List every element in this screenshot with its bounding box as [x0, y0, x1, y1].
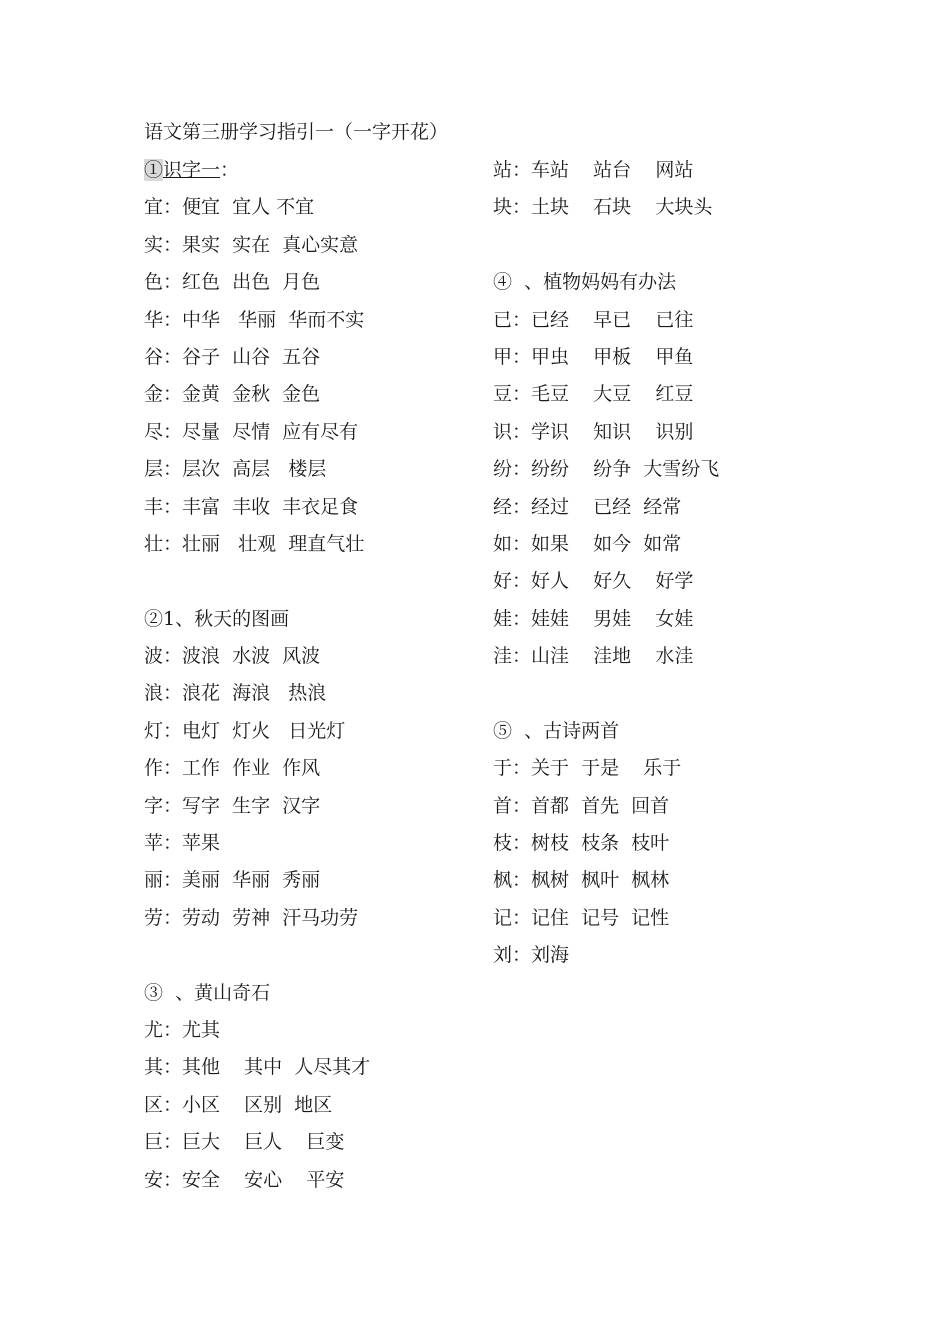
- vocab-line: 丽：美丽 华丽 秀丽: [144, 869, 321, 892]
- vocab-line: 块：土块 石块 大块头: [493, 196, 713, 219]
- vocab-line: 波：波浪 水波 风波: [144, 645, 321, 668]
- vocab-line: 字：写字 生字 汉字: [144, 794, 321, 817]
- vocab-line: 灯：电灯 灯火 日光灯: [144, 719, 346, 742]
- vocab-line: 洼：山洼 洼地 水洼: [493, 645, 694, 668]
- vocab-line: 其：其他 其中 人尽其才: [144, 1056, 371, 1079]
- vocab-line: 好：好人 好久 好学: [493, 570, 694, 593]
- vocab-line: 巨：巨大 巨人 巨变: [144, 1131, 345, 1154]
- vocab-line: 枫：枫树 枫叶 枫林: [493, 869, 670, 892]
- blank-line: [493, 230, 833, 267]
- vocab-line: 尤：尤其: [144, 1018, 221, 1041]
- section-heading-4: ④ 、植物妈妈有办法: [493, 271, 677, 294]
- vocab-line: 甲：甲虫 甲板 甲鱼: [493, 345, 694, 368]
- section-heading-2: ②1、秋天的图画: [144, 607, 290, 630]
- vocab-line: 作：工作 作业 作风: [144, 757, 321, 780]
- vocab-line: 华：中华 华丽 华而不实: [144, 308, 365, 331]
- vocab-line: 经：经过 已经 经常: [493, 495, 682, 518]
- vocab-line: 实：果实 实在 真心实意: [144, 233, 359, 256]
- vocab-line: 安：安全 安心 平安: [144, 1168, 345, 1191]
- vocab-line: 刘：刘海: [493, 944, 570, 967]
- vocab-line: 金：金黄 金秋 金色: [144, 383, 321, 406]
- vocab-line: 于：关于 于是 乐于: [493, 757, 682, 780]
- vocab-line: 站：车站 站台 网站: [493, 159, 694, 181]
- vocab-line: 豆：毛豆 大豆 红豆: [493, 383, 694, 406]
- blank-line: [144, 940, 484, 977]
- vocab-line: 娃：娃娃 男娃 女娃: [493, 607, 694, 630]
- vocab-line: 劳：劳动 劳神 汗马功劳: [144, 906, 359, 929]
- vocab-line: 壮：壮丽 壮观 理直气壮: [144, 532, 365, 555]
- vocab-line: 苹：苹果: [144, 832, 221, 855]
- vocab-line: 纷：纷纷 纷争 大雪纷飞: [493, 458, 720, 481]
- section-suffix: ：: [220, 159, 240, 181]
- vocab-line: 识：学识 知识 识别: [493, 420, 694, 443]
- vocab-line: 浪：浪花 海浪 热浪: [144, 682, 327, 705]
- vocab-line: 尽：尽量 尽情 应有尽有: [144, 420, 359, 443]
- vocab-line: 枝：树枝 枝条 枝叶: [493, 832, 670, 855]
- section-heading-3: ③ 、黄山奇石: [144, 981, 271, 1004]
- blank-line: [493, 678, 833, 715]
- vocab-line: 色：红色 出色 月色: [144, 271, 321, 294]
- section-heading-5: ⑤ 、古诗两首: [493, 719, 620, 742]
- section-heading-1: [144, 155, 484, 192]
- vocab-line: 宜：便宜 宜人 不宜: [144, 196, 315, 219]
- section-marker: ①: [144, 159, 164, 181]
- document-title: 语文第三册学习指引一（一字开花）: [144, 121, 449, 143]
- blank-line: [144, 566, 484, 603]
- section-label: 识字一: [163, 159, 221, 181]
- vocab-line: 如：如果 如今 如常: [493, 532, 682, 555]
- vocab-line: 区：小区 区别 地区: [144, 1093, 333, 1116]
- left-column: [144, 155, 484, 1202]
- vocab-line: 丰：丰富 丰收 丰衣足食: [144, 495, 359, 518]
- right-column: [493, 155, 833, 978]
- vocab-line: 已：已经 早已 已往: [493, 308, 694, 331]
- vocab-line: 首：首都 首先 回首: [493, 794, 670, 817]
- vocab-line: 层：层次 高层 楼层: [144, 458, 327, 481]
- vocab-line: 记：记住 记号 记性: [493, 906, 670, 929]
- vocab-line: 谷：谷子 山谷 五谷: [144, 345, 321, 368]
